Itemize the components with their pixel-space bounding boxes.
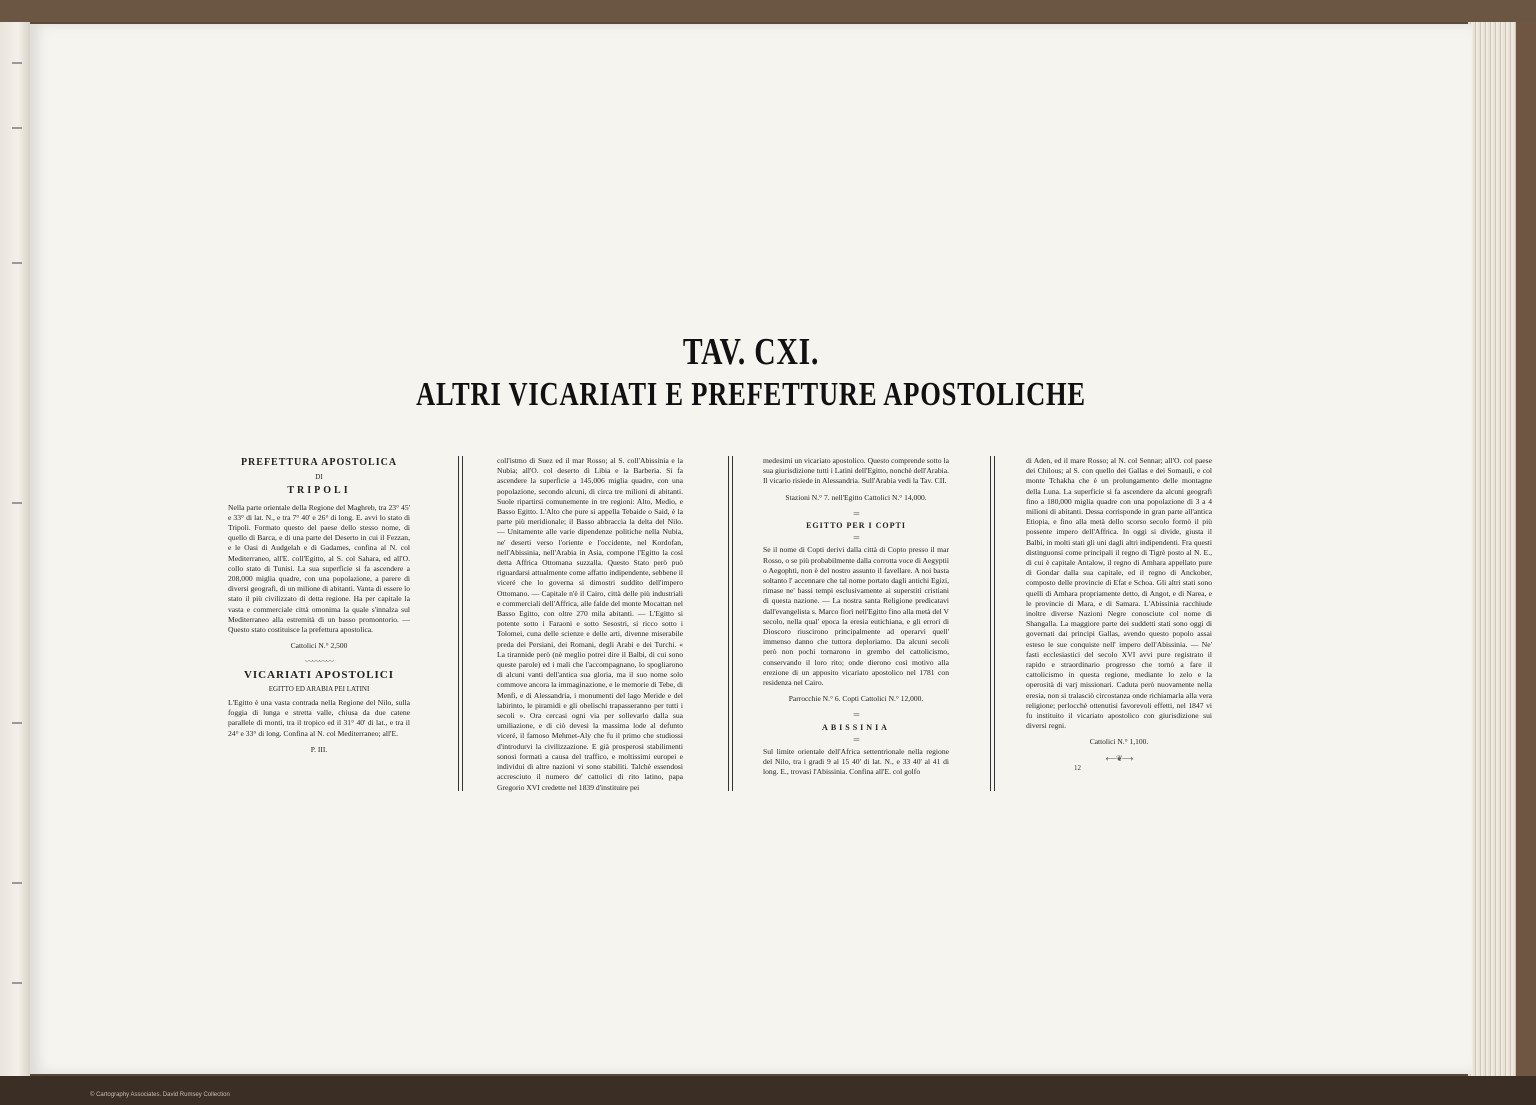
section-heading-vicariati: VICARIATI APOSTOLICI bbox=[243, 668, 395, 681]
parishes-count: Parrocchie N.° 6. Copti Cattolici N.° 12,000. bbox=[788, 694, 924, 704]
page-edges bbox=[1468, 22, 1516, 1076]
stitch-mark bbox=[12, 62, 22, 64]
paragraph-egitto: L'Egitto è una vasta contrada nella Regione del Nilo, sulla foggia di lunga e stretta valle, chiusa da due catene parallele di monti, tra il tropico ed il 31° 40' di lat., e tra il 24° e 33° di long. Confina al N. col Mediterraneo; all'E. bbox=[228, 698, 410, 738]
paragraph-vicariato: medesimi un vicariato apostolico. Questo comprende sotto la sua giurisdizione tutti i Latini dell'Egitto, nonchè dell'Arabia. Il vicario risiede in Alessandria. Sull'Arabia vedi la Tav. CII. bbox=[763, 456, 949, 486]
plate-title: TAV. CXI. bbox=[682, 331, 820, 373]
column-rule bbox=[994, 456, 995, 791]
text-column-2 bbox=[497, 456, 683, 793]
divider: ═ bbox=[853, 533, 859, 543]
divider: ═ bbox=[853, 710, 859, 720]
text-column-1 bbox=[228, 456, 410, 761]
catholics-count: Cattolici N.° 2,500 bbox=[290, 641, 348, 651]
text-column-3 bbox=[763, 456, 949, 778]
desk-background-bottom bbox=[0, 1076, 1536, 1105]
collection-credit: © Cartography Associates. David Rumsey Collection bbox=[90, 1092, 230, 1098]
paragraph-copti: Se il nome di Copti derivi dalla città di Copto presso il mar Rosso, o se più probabilmente dalla corrotta voce di Aegyptii o Aegophti, non è del nostro assunto il favellare. A noi basta soltanto l' accennare che tal nome portato dagli antichi Egizi, rimase ne' bassi tempi esclusivamente ai superstiti cristiani di questa nazione. — La nostra santa Religione predicatavi dall'evangelista s. Marco fiorì nell'Egitto fino alla metà del V secolo, nella qual' epoca la eresia eutichiana, e gli errori di Dioscoro riuscirono principalmente ad operarvi quell' immenso danno che tuttora deploriamo. Da alcuni secoli però non pochi tornarono in grembo del cattolicismo, conservando il loro rito; onde dierono così motivo alla erezione di un apposito vicariato apostolico nel 1781 con residenza nel Cairo. bbox=[763, 545, 950, 688]
stitch-mark bbox=[12, 982, 22, 984]
ornament-divider: ⟵❦⟶ bbox=[1105, 753, 1133, 763]
column-rule bbox=[732, 456, 733, 791]
stitch-mark bbox=[12, 127, 22, 129]
section-place-tripoli: TRIPOLI bbox=[287, 485, 351, 497]
stitch-mark bbox=[12, 262, 22, 264]
paragraph-egitto-continued: coll'istmo di Suez ed il mar Rosso; al S. coll'Abissinia e la Nubia; all'O. col deserto di Libia e la Barberia. Si fa ascendere la superficie a 145,006 miglia quadre, con una popolazione, secondo alcuni, di circa tre milioni di abitanti. Suole ripartirsi comunemente in tre regioni: Alto, Medio, e Basso Egitto. L'Alto che pure si appella Tebaide o Said, è la parte più meridionale; il Basso abbraccia la delta del Nilo. — Unitamente alle varie dipendenze politiche nella Nubia, ne' deserti verso l'oriente e l'occidente, nel Kordofan, nell'Abissinia, nell'Arabia in Asia, compone l'Egitto la così detta Affrica Ottomana suzzalla. Questo Stato però può riguardarsi attualmente come affatto indipendente, sebbene il viceré che lo governa si dimostri suddito dell'impero Ottomano. — Capitale n'è il Cairo, città delle più industriali e commerciali dell'Affrica, alle falde del monte Mocattan nel Basso Egitto, con oltre 270 mila abitanti. — L'Egitto si potente sotto i Faraoni e sotto Sesostri, si ricco sotto i Tolomei, cuna delle scienze e delle arti, divenne miserabile preda dei Persiani, dei Romani, degli Arabi e dei Turchi. « La tirannide però (nè meglio potrei dire il Balbi, di cui sono queste parole) ed i mali che l'accompagnano, lo spogliarono di alcuni vanti dell'antica sua gloria, ma il suo nome solo commove ancora la immaginazione, e le memorie di Tebe, di Menfi, e di Alessandria, i monumenti del lago Meride e del labirinto, le piramidi e gli obelischi trapasseranno per tutti i secoli ». Ora cercasi ogni via per sollevarlo dalla sua umiliazione, e di ciò devesi la massima lode al defunto viceré, il famoso Mehmet-Aly che fu il primo che studiossi d'introdurvi la civilizzazione. E già prosperosi stabilimenti sonosi formati a causa del traffico, e moltissimi europei e individui di altre nazioni vi sono stabiliti. Talchè essendosi accresciuto il numero de' cattolici di rito latino, papa Gregorio XVI credette nel 1839 d'instituire pei bbox=[497, 456, 683, 792]
text-column-4 bbox=[1026, 456, 1212, 766]
page-number: 12 bbox=[1074, 764, 1081, 772]
section-subheading-egitto: EGITTO ED ARABIA PEI LATINI bbox=[268, 684, 370, 693]
column-rule bbox=[458, 456, 459, 791]
column-rule bbox=[990, 456, 991, 791]
section-heading-abissinia: ABISSINIA bbox=[822, 722, 890, 732]
desk-background-top bbox=[0, 0, 1536, 22]
divider: ═ bbox=[853, 734, 859, 744]
plate-subtitle: ALTRI VICARIATI E PREFETTURE APOSTOLICHE bbox=[416, 376, 1086, 413]
page-signature: P. III. bbox=[310, 744, 328, 754]
stitch-mark bbox=[12, 502, 22, 504]
paragraph-abissinia-continued: di Aden, ed il mare Rosso; al N. col Sennar; all'O. col paese dei Chilous; al S. con quello dei Gallas e dei Somauli, e col monte Tchakha che è un prolungamento delle montagne della Luna. La superficie si fa ascendere da alcuni geografi fino a 180,000 miglia quadre con una popolazione di 3 a 4 milioni di abitanti. Dessa corrisponde in gran parte all'antica Etiopia, e fino alla metà dello scorso secolo formò il più possente impero dell'Affrica. In oggi si divide, giusta il Balbi, in molti stati gli uni dagli altri indipendenti. Fra questi distinguonsi come principali il regno di Tigrè posto al N. E., di cui è capitale Antalow, il regno di Amhara appellato pure di Gondar dalla sua capitale, ed il regno di Anckober, composto delle provincie di Efat e Schoa. Gli altri stati sono quelli di Amhara propriamente detto, di Angot, e di Narea, e le provincie di Mara, e di Samara. L'Abissinia racchiude inoltre diverse Nazioni Negre conosciute col nome di Shangalla. La maggiore parte dei suddetti stati sono oggi di governati dai principi Gallas, avendo questo popolo assai esteso le sue conquiste nell' impero dell'Abissinia. — Ne' fasti ecclesiastici del secolo XVI avvi pure registrato il rapido e straordinario progresso che tornò a fare il cattolicismo in questa regione, mediante lo zelo e la operosità di varj missionari. Caduta però nuovamente nella eresia, non si tralasciò circostanza onde richiamarla alla vera religione; perlocchè ottenutisi favorevoli effetti, nel 1847 vi fu instituito il vicariato apostolico con giurisdizione sui diversi regni. bbox=[1026, 456, 1212, 731]
section-heading-prefettura: PREFETTURA APOSTOLICA bbox=[240, 457, 398, 468]
divider: ═ bbox=[853, 508, 859, 518]
stitch-mark bbox=[12, 882, 22, 884]
ornament-divider: 〰〰〰〰 bbox=[305, 657, 333, 667]
column-rule bbox=[462, 456, 463, 791]
book-spine bbox=[0, 22, 30, 1076]
document-page bbox=[30, 24, 1472, 1074]
section-heading-copti: EGITTO PER I COPTI bbox=[806, 521, 906, 531]
stations-count: Stazioni N.° 7. nell'Egitto Cattolici N.° 14,000. bbox=[785, 492, 927, 502]
stitch-mark bbox=[12, 722, 22, 724]
section-connector: DI bbox=[315, 473, 323, 482]
paragraph-tripoli: Nella parte orientale della Regione del Maghreb, tra 23° 45' e 33° di lat. N., e tra 7° 40' e 26° di long. E. avvi lo stato di Tripoli. Formato questo del paese dello stesso nome, di quello di Barca, e di una parte del Deserto in cui il Fezzan, e le Oasi di Audgelah e di Gadames, confina al N. col Mediterraneo, all'E. coll'Egitto, al S. col Sahara, ed all'O. collo stato di Tunisi. La sua superficie si fa ascendere a 208,000 miglia quadre, con una popolazione, a parere di diversi geografi, di un milione di abitanti. Vanta di essere lo stato il più civilizzato di detta regione. Ha per capitale la vasta e commerciale città omonima la quale s'innalza sul Mediterraneo alla estremità di un basso promontorio. — Questo stato costituisce la prefettura apostolica. bbox=[228, 502, 410, 635]
column-rule bbox=[728, 456, 729, 791]
paragraph-abissinia: Sul limite orientale dell'Africa settentrionale nella regione del Nilo, tra i gradi 9 al 15 40' di lat. N., e 33 40' al 41 di long. E., trovasi l'Abissinia. Confina all'E. col golfo bbox=[763, 747, 949, 777]
catholics-count: Cattolici N.° 1,100. bbox=[1089, 737, 1149, 747]
